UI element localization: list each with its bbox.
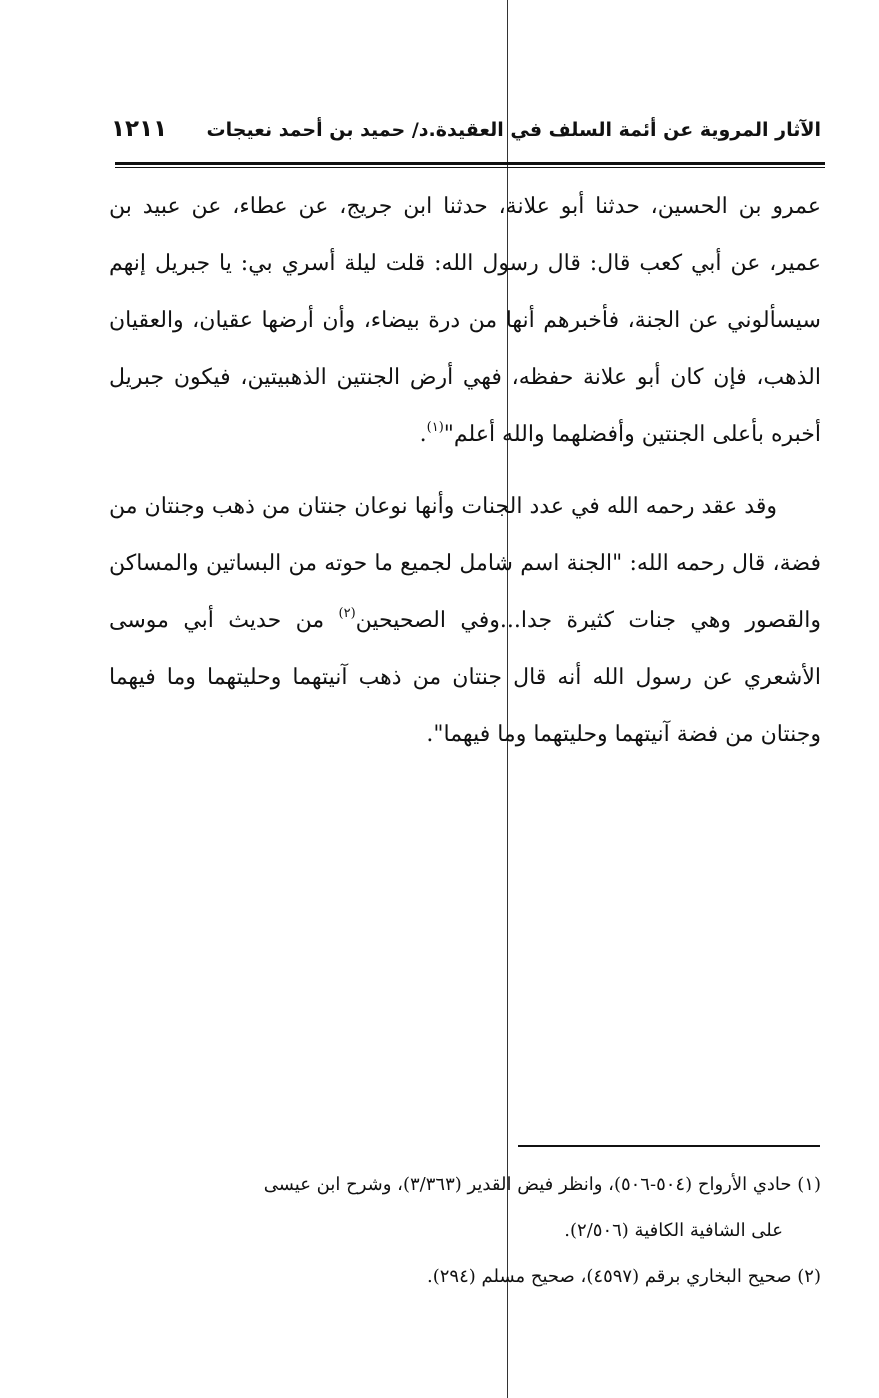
footnote-ref-2: (٢) [338, 606, 356, 621]
footnote-ref-1: (١) [426, 420, 444, 435]
header-rule-thin [115, 167, 825, 168]
running-header [111, 116, 821, 142]
main-text [109, 178, 821, 763]
footnote-1-line-2: على الشافية الكافية (٢/٥٠٦). [564, 1220, 783, 1241]
paragraph-2-text-a: وقد عقد رحمه الله في عدد الجنات وأنها نوعان جنتان من ذهب وجنتان من فضة، قال رحمه الله: "الجنة اسم شامل لجميع ما حوته من البساتين والمساكن والقصور وهي جنات كثيرة جدا...وفي الصحيحين [109, 494, 821, 633]
footnote-1-line-1: (١) حادي الأرواح (٥٠٤-٥٠٦)، وانظر فيض القدير (٣/٣٦٣)، وشرح ابن عيسى [263, 1174, 821, 1195]
paragraph-2-text-b: من حديث أبي موسى الأشعري عن رسول الله أنه قال جنتان من ذهب آنيتهما وحليتهما وما فيهما وجنتان من فضة آنيتهما وحليتهما وما فيهما". [109, 608, 821, 747]
footnote-2-line-1: (٢) صحيح البخاري برقم (٤٥٩٧)، صحيح مسلم (٢٩٤). [427, 1266, 821, 1287]
page-number: ١٢١١ [111, 116, 168, 142]
book-title: الآثار المروية عن أئمة السلف في العقيدة.د/ حميد بن أحمد نعيجات [206, 119, 821, 141]
paragraph-1-text: عمرو بن الحسين، حدثنا أبو علانة، حدثنا ابن جريج، عن عطاء، عن عبيد بن عمير، عن أبي كعب قال: قال رسول الله: قلت ليلة أسري بي: يا جبريل إنهم سيسألوني عن الجنة، فأخبرهم أنها من درة بيضاء، وأن أرضها عقيان، والعقيان الذهب، فإن كان أبو علانة حفظه، فهي أرض الجنتين الذهبيتين، فيكون جبريل أخبره بأعلى الجنتين وأفضلهما والله أعلم" [109, 194, 821, 447]
paragraph-1-end: . [419, 422, 427, 447]
footnote-separator [518, 1145, 820, 1147]
paragraph-1 [109, 178, 821, 463]
paragraph-2 [109, 478, 821, 763]
header-rule-thick [115, 162, 825, 165]
footnotes [109, 1162, 821, 1300]
